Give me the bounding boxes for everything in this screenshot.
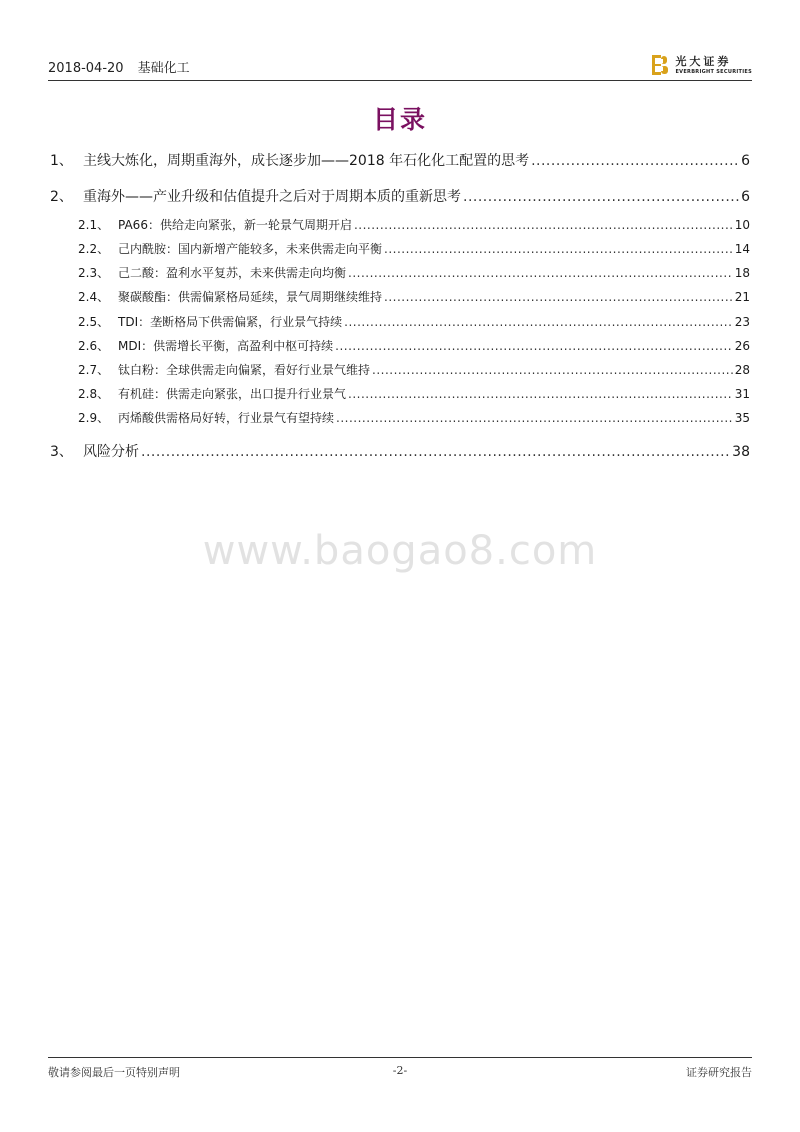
toc-entry-number: 2.9、 [78,411,110,425]
page-number: -2- [392,1064,408,1077]
header-info [48,57,190,76]
toc-entry-title: 聚碳酸酯：供需偏紧格局延续，景气周期继续维持 [118,290,383,304]
toc-entry[interactable] [50,409,750,426]
toc-entry-title: PA66：供给走向紧张，新一轮景气周期开启 [118,218,352,232]
toc-entry-page: 6 [741,153,750,169]
toc-entry-page: 38 [732,444,750,460]
toc-entry[interactable] [50,150,750,170]
toc-dot-leader [348,266,733,280]
toc-entry-number: 2、 [50,189,73,205]
toc-dot-leader [463,189,739,205]
everbright-logo-icon [651,54,669,76]
toc-title: 目录 [372,105,427,134]
logo-name-cn: 光大证券 [675,54,732,68]
toc-entry-number: 3、 [50,444,73,460]
report-type: 证券研究报告 [686,1066,752,1079]
toc-entry-number: 2.5、 [78,315,110,329]
toc-entry-number: 2.1、 [78,218,110,232]
watermark: www.baogao8.com [202,528,598,574]
toc-entry[interactable] [50,240,750,257]
toc-entry-title: TDI：垄断格局下供需偏紧，行业景气持续 [118,315,343,329]
toc-dot-leader [354,218,733,232]
toc-entry-page: 21 [734,290,750,304]
toc-entry-page: 26 [734,339,750,353]
toc-entry-number: 2.4、 [78,290,110,304]
toc-dot-leader [141,444,730,460]
toc-entry[interactable] [50,186,750,206]
toc-entry-title: 重海外——产业升级和估值提升之后对于周期本质的重新思考 [83,189,461,205]
toc-entry-title: 风险分析 [83,444,139,460]
toc-entry-page: 10 [734,218,750,232]
toc-dot-leader [348,387,733,401]
toc-dot-leader [384,290,733,304]
toc-dot-leader [336,411,733,425]
toc-entry-page: 6 [741,189,750,205]
toc-dot-leader [531,153,739,169]
toc-entry-number: 1、 [50,153,73,169]
toc-entry[interactable] [50,361,750,378]
toc-entry-number: 2.3、 [78,266,110,280]
page-header [48,50,752,81]
toc-entry[interactable] [50,385,750,402]
disclaimer-note: 敬请参阅最后一页特别声明 [48,1066,180,1079]
toc-entry-number: 2.6、 [78,339,110,353]
toc-entry-number: 2.2、 [78,242,110,256]
toc-entry-page: 23 [734,315,750,329]
page-footer [48,1057,752,1078]
toc-entry-title: 有机硅：供需走向紧张，出口提升行业景气 [118,387,347,401]
toc-entry[interactable] [50,313,750,330]
toc-entry-page: 28 [734,363,750,377]
toc-entry[interactable] [50,288,750,305]
logo-name-en: EVERBRIGHT SECURITIES [675,68,752,75]
toc-entry-page: 35 [734,411,750,425]
everbright-logo [651,54,752,76]
toc-entry[interactable] [50,337,750,354]
toc-entry-page: 14 [734,242,750,256]
toc-entry[interactable] [50,264,750,281]
toc-entry-title: 己内酰胺：国内新增产能较多，未来供需走向平衡 [118,242,383,256]
toc-dot-leader [335,339,733,353]
toc-dot-leader [384,242,733,256]
toc-entry[interactable] [50,216,750,233]
toc-entry-title: MDI：供需增长平衡，高盈利中枢可持续 [118,339,334,353]
logo-text [675,56,752,75]
report-date: 2018-04-20 [48,61,124,76]
toc-entry-number: 2.8、 [78,387,110,401]
toc-entry-title: 己二酸：盈利水平复苏，未来供需走向均衡 [118,266,347,280]
toc-entry-page: 18 [734,266,750,280]
toc-entry-title: 主线大炼化，周期重海外，成长逐步加——2018 年石化化工配置的思考 [83,153,530,169]
toc-entry-title: 丙烯酸供需格局好转，行业景气有望持续 [118,411,335,425]
toc-entry-number: 2.7、 [78,363,110,377]
toc-entry-title: 钛白粉：全球供需走向偏紧，看好行业景气维持 [118,363,371,377]
toc-entry-page: 31 [734,387,750,401]
toc-entry[interactable] [50,441,750,461]
toc-dot-leader [344,315,733,329]
toc-dot-leader [372,363,733,377]
report-industry: 基础化工 [137,61,190,76]
